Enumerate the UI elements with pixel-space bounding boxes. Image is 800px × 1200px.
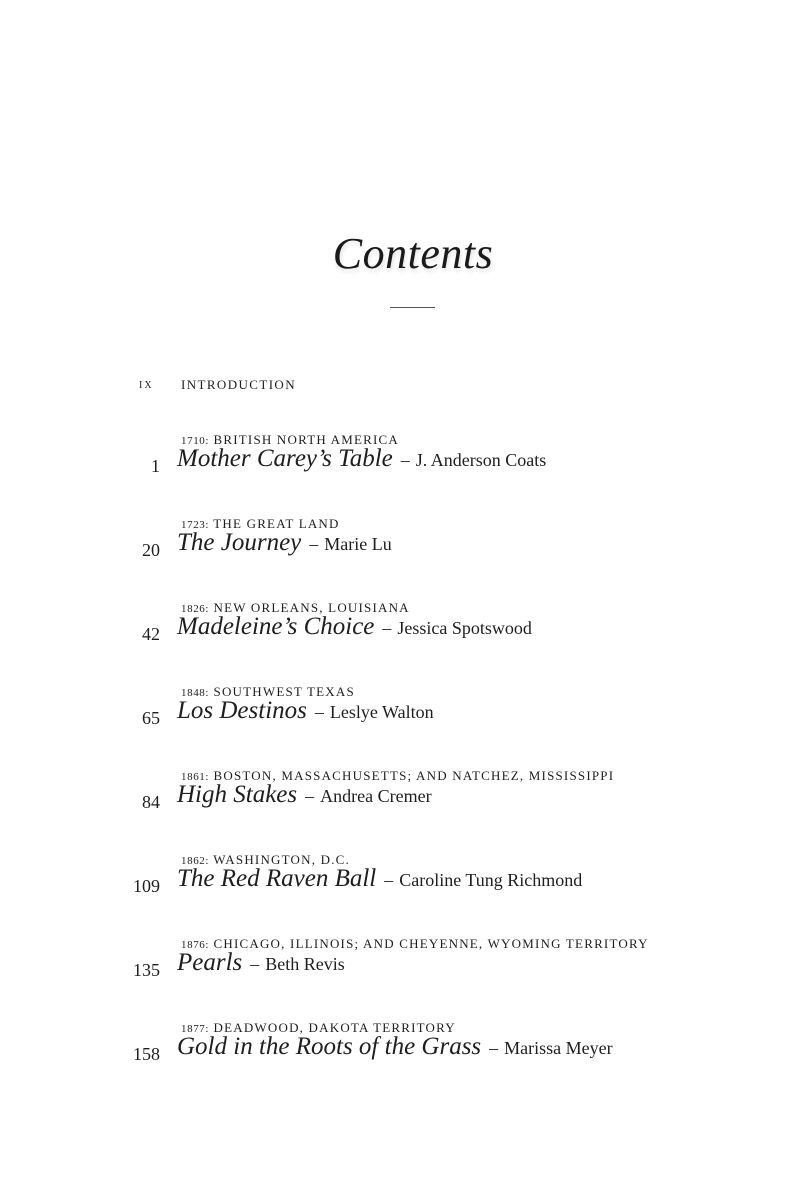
entry-author: Marie Lu	[324, 534, 392, 554]
entry-story-title: Los Destinos	[177, 697, 307, 724]
entry-author: Caroline Tung Richmond	[399, 870, 583, 890]
entry-page-number: 158	[133, 1044, 160, 1064]
toc-entry[interactable]	[0, 936, 800, 996]
entry-story-title: Gold in the Roots of the Grass	[177, 1033, 482, 1060]
entry-page-number: 42	[142, 624, 160, 644]
entry-place: BOSTON, MASSACHUSETTS; AND NATCHEZ, MISSISSIPPI	[213, 768, 615, 783]
entry-place: NEW ORLEANS, LOUISIANA	[213, 600, 410, 615]
entry-story-title: Pearls	[177, 949, 243, 976]
entry-author: Andrea Cremer	[320, 786, 432, 806]
entry-page-number: 135	[133, 960, 160, 980]
entry-page-number: 109	[133, 876, 160, 896]
entry-story-title: Mother Carey’s Table	[177, 445, 393, 472]
entry-place: THE GREAT LAND	[213, 516, 340, 531]
entry-year: 1876:	[181, 939, 210, 951]
toc-entry[interactable]	[0, 684, 800, 744]
entry-author: Marissa Meyer	[504, 1038, 613, 1058]
entry-year: 1877:	[181, 1023, 210, 1035]
entry-page-number: 84	[142, 792, 160, 812]
entry-story-title: Madeleine’s Choice	[177, 613, 375, 640]
entry-dash: –	[250, 954, 260, 974]
entry-page-number: 20	[142, 540, 160, 560]
entry-dash: –	[384, 870, 394, 890]
introduction-page-number: ix	[139, 377, 154, 392]
entry-dash: –	[382, 618, 392, 638]
toc-entry[interactable]	[0, 852, 800, 912]
entry-place: DEADWOOD, DAKOTA TERRITORY	[213, 1020, 456, 1035]
toc-entry[interactable]	[0, 1020, 800, 1080]
entry-story-title: The Journey	[177, 529, 302, 556]
toc-entry[interactable]	[0, 768, 800, 828]
entry-year: 1826:	[181, 603, 210, 615]
entry-place: CHICAGO, ILLINOIS; AND CHEYENNE, WYOMING TERRITORY	[213, 936, 649, 951]
entry-dash: –	[489, 1038, 499, 1058]
entry-page-number: 1	[151, 456, 160, 476]
entry-dash: –	[309, 534, 319, 554]
entry-year: 1861:	[181, 771, 210, 783]
title-divider	[390, 307, 435, 308]
entry-year: 1723:	[181, 519, 210, 531]
toc-introduction[interactable]	[0, 377, 800, 397]
entry-story-title: High Stakes	[177, 781, 298, 808]
entry-author: Leslye Walton	[329, 702, 434, 722]
entry-author: Beth Revis	[265, 954, 345, 974]
entry-year: 1862:	[181, 855, 210, 867]
entry-author: Jessica Spotswood	[397, 618, 532, 638]
introduction-label: INTRODUCTION	[181, 377, 297, 392]
entry-year: 1710:	[181, 435, 210, 447]
toc-entry[interactable]	[0, 432, 800, 492]
entry-place: WASHINGTON, D.C.	[213, 852, 350, 867]
entry-page-number: 65	[142, 708, 160, 728]
toc-entry[interactable]	[0, 600, 800, 660]
entry-story-title: The Red Raven Ball	[177, 865, 377, 892]
page-title: Contents	[332, 229, 494, 278]
entry-author: J. Anderson Coats	[415, 450, 547, 470]
entry-place: SOUTHWEST TEXAS	[213, 684, 355, 699]
entry-place: BRITISH NORTH AMERICA	[213, 432, 400, 447]
entry-dash: –	[400, 450, 410, 470]
entry-dash: –	[305, 786, 315, 806]
entry-dash: –	[314, 702, 324, 722]
entry-year: 1848:	[181, 687, 210, 699]
toc-entry[interactable]	[0, 516, 800, 576]
